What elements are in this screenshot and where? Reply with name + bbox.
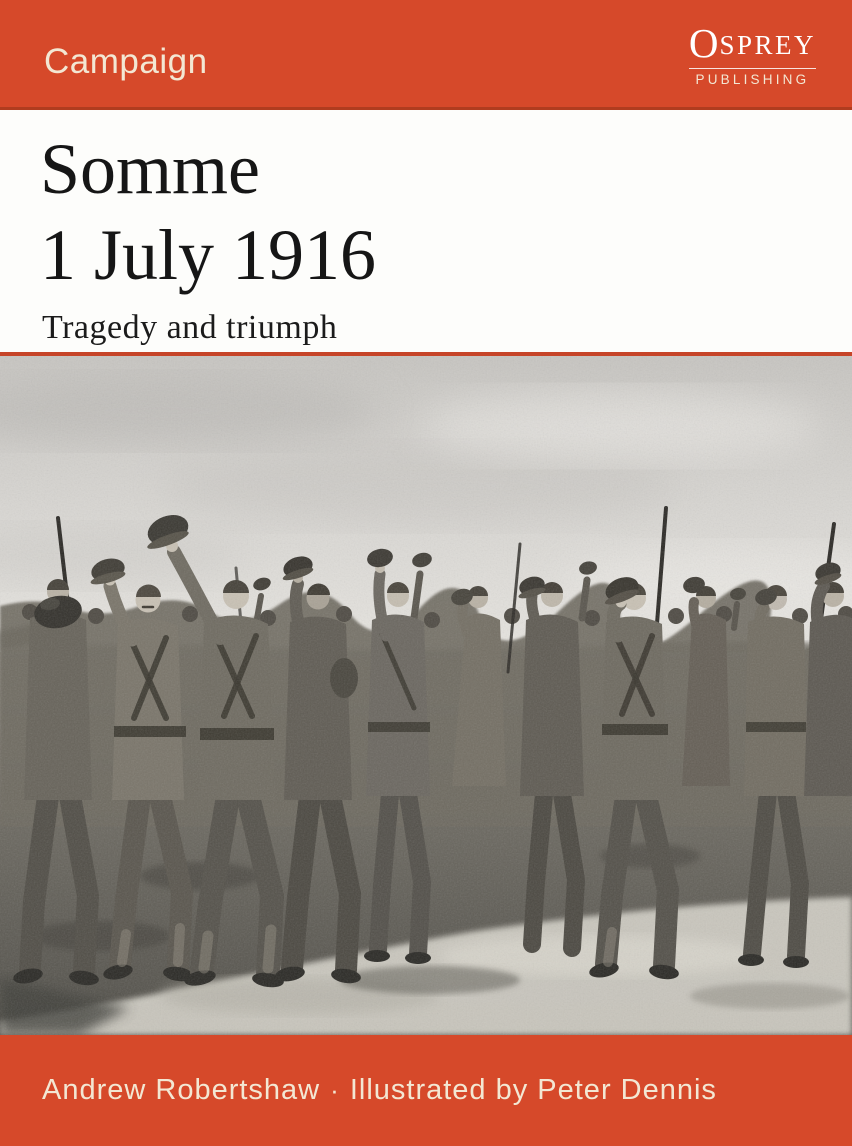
film-grain-overlay	[0, 356, 852, 1035]
credit-line	[42, 1074, 717, 1107]
logo-divider	[689, 68, 816, 69]
series-label: Campaign	[44, 41, 208, 81]
title-block	[0, 110, 852, 352]
soldiers-photo-illustration	[0, 356, 852, 1035]
illustrator-credit: Illustrated by Peter Dennis	[349, 1074, 717, 1106]
bottom-banner	[0, 1035, 852, 1146]
author-name: Andrew Robertshaw	[42, 1074, 321, 1106]
publisher-name	[688, 19, 816, 66]
title-line-1: Somme	[40, 129, 261, 209]
publisher-name-rest: SPREY	[719, 29, 816, 60]
credit-separator: ·	[330, 1075, 340, 1105]
publisher-initial: O	[688, 19, 720, 66]
publisher-logo	[688, 19, 816, 87]
title-line-2: 1 July 1916	[40, 215, 377, 296]
cover-photo	[0, 356, 852, 1035]
book-subtitle: Tragedy and triumph	[42, 308, 338, 346]
top-banner	[0, 0, 852, 110]
publisher-tagline: PUBLISHING	[695, 71, 810, 87]
book-title	[40, 126, 852, 299]
